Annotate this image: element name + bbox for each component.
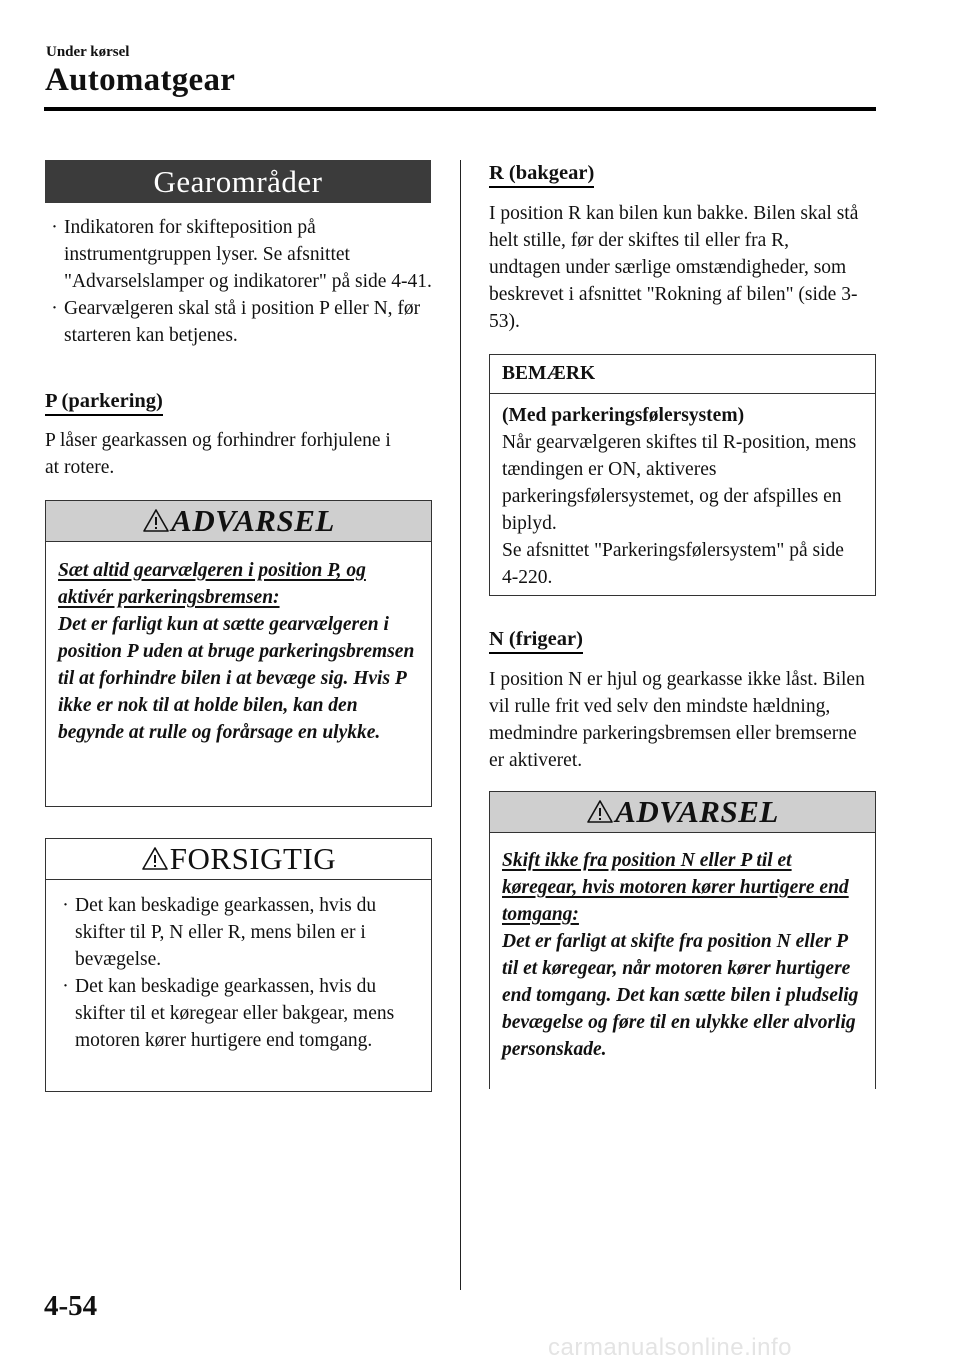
warning-box <box>489 791 876 1089</box>
list-item: · Det kan beskadige gearkassen, hvis du skifter til P, N eller R, mens bilen er i bevægelse. <box>56 892 419 973</box>
list-item: · Det kan beskadige gearkassen, hvis du skifter til et køregear eller bakgear, mens motoren kører hurtigere end tomgang. <box>56 973 419 1054</box>
p-text: P låser gearkassen og forhindrer forhjulene i at rotere. <box>45 430 391 478</box>
n-heading: N (frigear) <box>489 627 583 654</box>
warning-header <box>46 501 431 542</box>
watermark: carmanualsonline.info <box>548 1334 792 1361</box>
warning-box <box>45 500 432 807</box>
note-box <box>489 354 876 596</box>
note-reference: Se afsnittet "Parkeringsfølersystem" på side 4-220. <box>502 540 844 588</box>
warning-title: ADVARSEL <box>171 503 335 538</box>
warning-header <box>490 792 875 833</box>
list-item: · Gearvælgeren skal stå i position P eller N, før starteren kan betjenes. <box>45 295 437 349</box>
column-divider <box>460 160 461 1290</box>
note-body <box>490 394 875 601</box>
bullet-icon: · <box>51 217 58 238</box>
warning-title: ADVARSEL <box>615 794 779 829</box>
warning-body <box>46 542 431 746</box>
r-text: I position R kan bilen kun bakke. Bilen skal stå helt stille, før der skiftes til eller fra R, undtagen under særlige omstændigheder, som beskrevet i afsnittet "Rokning af bilen" (side 3-53). <box>489 203 859 332</box>
warning-triangle-icon <box>586 799 614 829</box>
note-subtitle: (Med parkeringsfølersystem) <box>502 405 745 426</box>
warning-text: Det er farligt at skifte fra position N eller P til et køregear, når motoren kører hurtigere end tomgang. Det kan sætte bilen i pludselig bevægelse og føre til en ulykke eller alvorlig personskade. <box>502 931 859 1060</box>
note-text: Når gearvælgeren skiftes til R-position, mens tændingen er ON, aktiveres parkeringsfølersystemet, og der afspilles en biplyd. <box>502 432 857 534</box>
list-item: · Indikatoren for skifteposition på instrumentgruppen lyser. Se afsnittet "Advarselslamper og indikatorer" på side 4-41. <box>45 214 437 295</box>
p-heading: P (parkering) <box>45 389 163 416</box>
section-label: Under kørsel <box>46 44 130 60</box>
page-number: 4-54 <box>44 1290 98 1322</box>
caution-body <box>46 880 431 1054</box>
caution-title: FORSIGTIG <box>169 841 337 876</box>
r-heading: R (bakgear) <box>489 161 594 188</box>
section-title: Gearområder <box>45 160 431 203</box>
caution-triangle-icon <box>141 846 169 876</box>
bullet-icon: · <box>62 976 69 997</box>
n-text: I position N er hjul og gearkasse ikke låst. Bilen vil rulle frit ved selv den mindste hældning, medmindre parkeringsbremsen eller bremserne er aktiveret. <box>489 669 865 771</box>
note-title: BEMÆRK <box>490 355 875 394</box>
warning-triangle-icon <box>142 508 170 538</box>
warning-lead: Sæt altid gearvælgeren i position P, og aktivér parkeringsbremsen: <box>58 560 366 608</box>
bullet-icon: · <box>51 298 58 319</box>
header-rule <box>44 107 876 111</box>
bullet-icon: · <box>62 895 69 916</box>
chapter-title: Automatgear <box>45 62 236 98</box>
intro-bullet-list <box>45 214 437 349</box>
warning-lead: Skift ikke fra position N eller P til et køregear, hvis motoren kører hurtigere end tomgang: <box>502 850 849 925</box>
caution-header <box>46 839 431 880</box>
warning-body <box>490 833 875 1063</box>
caution-box <box>45 838 432 1092</box>
warning-text: Det er farligt kun at sætte gearvælgeren i position P uden at bruge parkeringsbremsen til at forhindre bilen i at bevæge sig. Hvis P ikke er nok til at holde bilen, kan den begynde at rulle og forårsage en ulykke. <box>58 614 415 743</box>
